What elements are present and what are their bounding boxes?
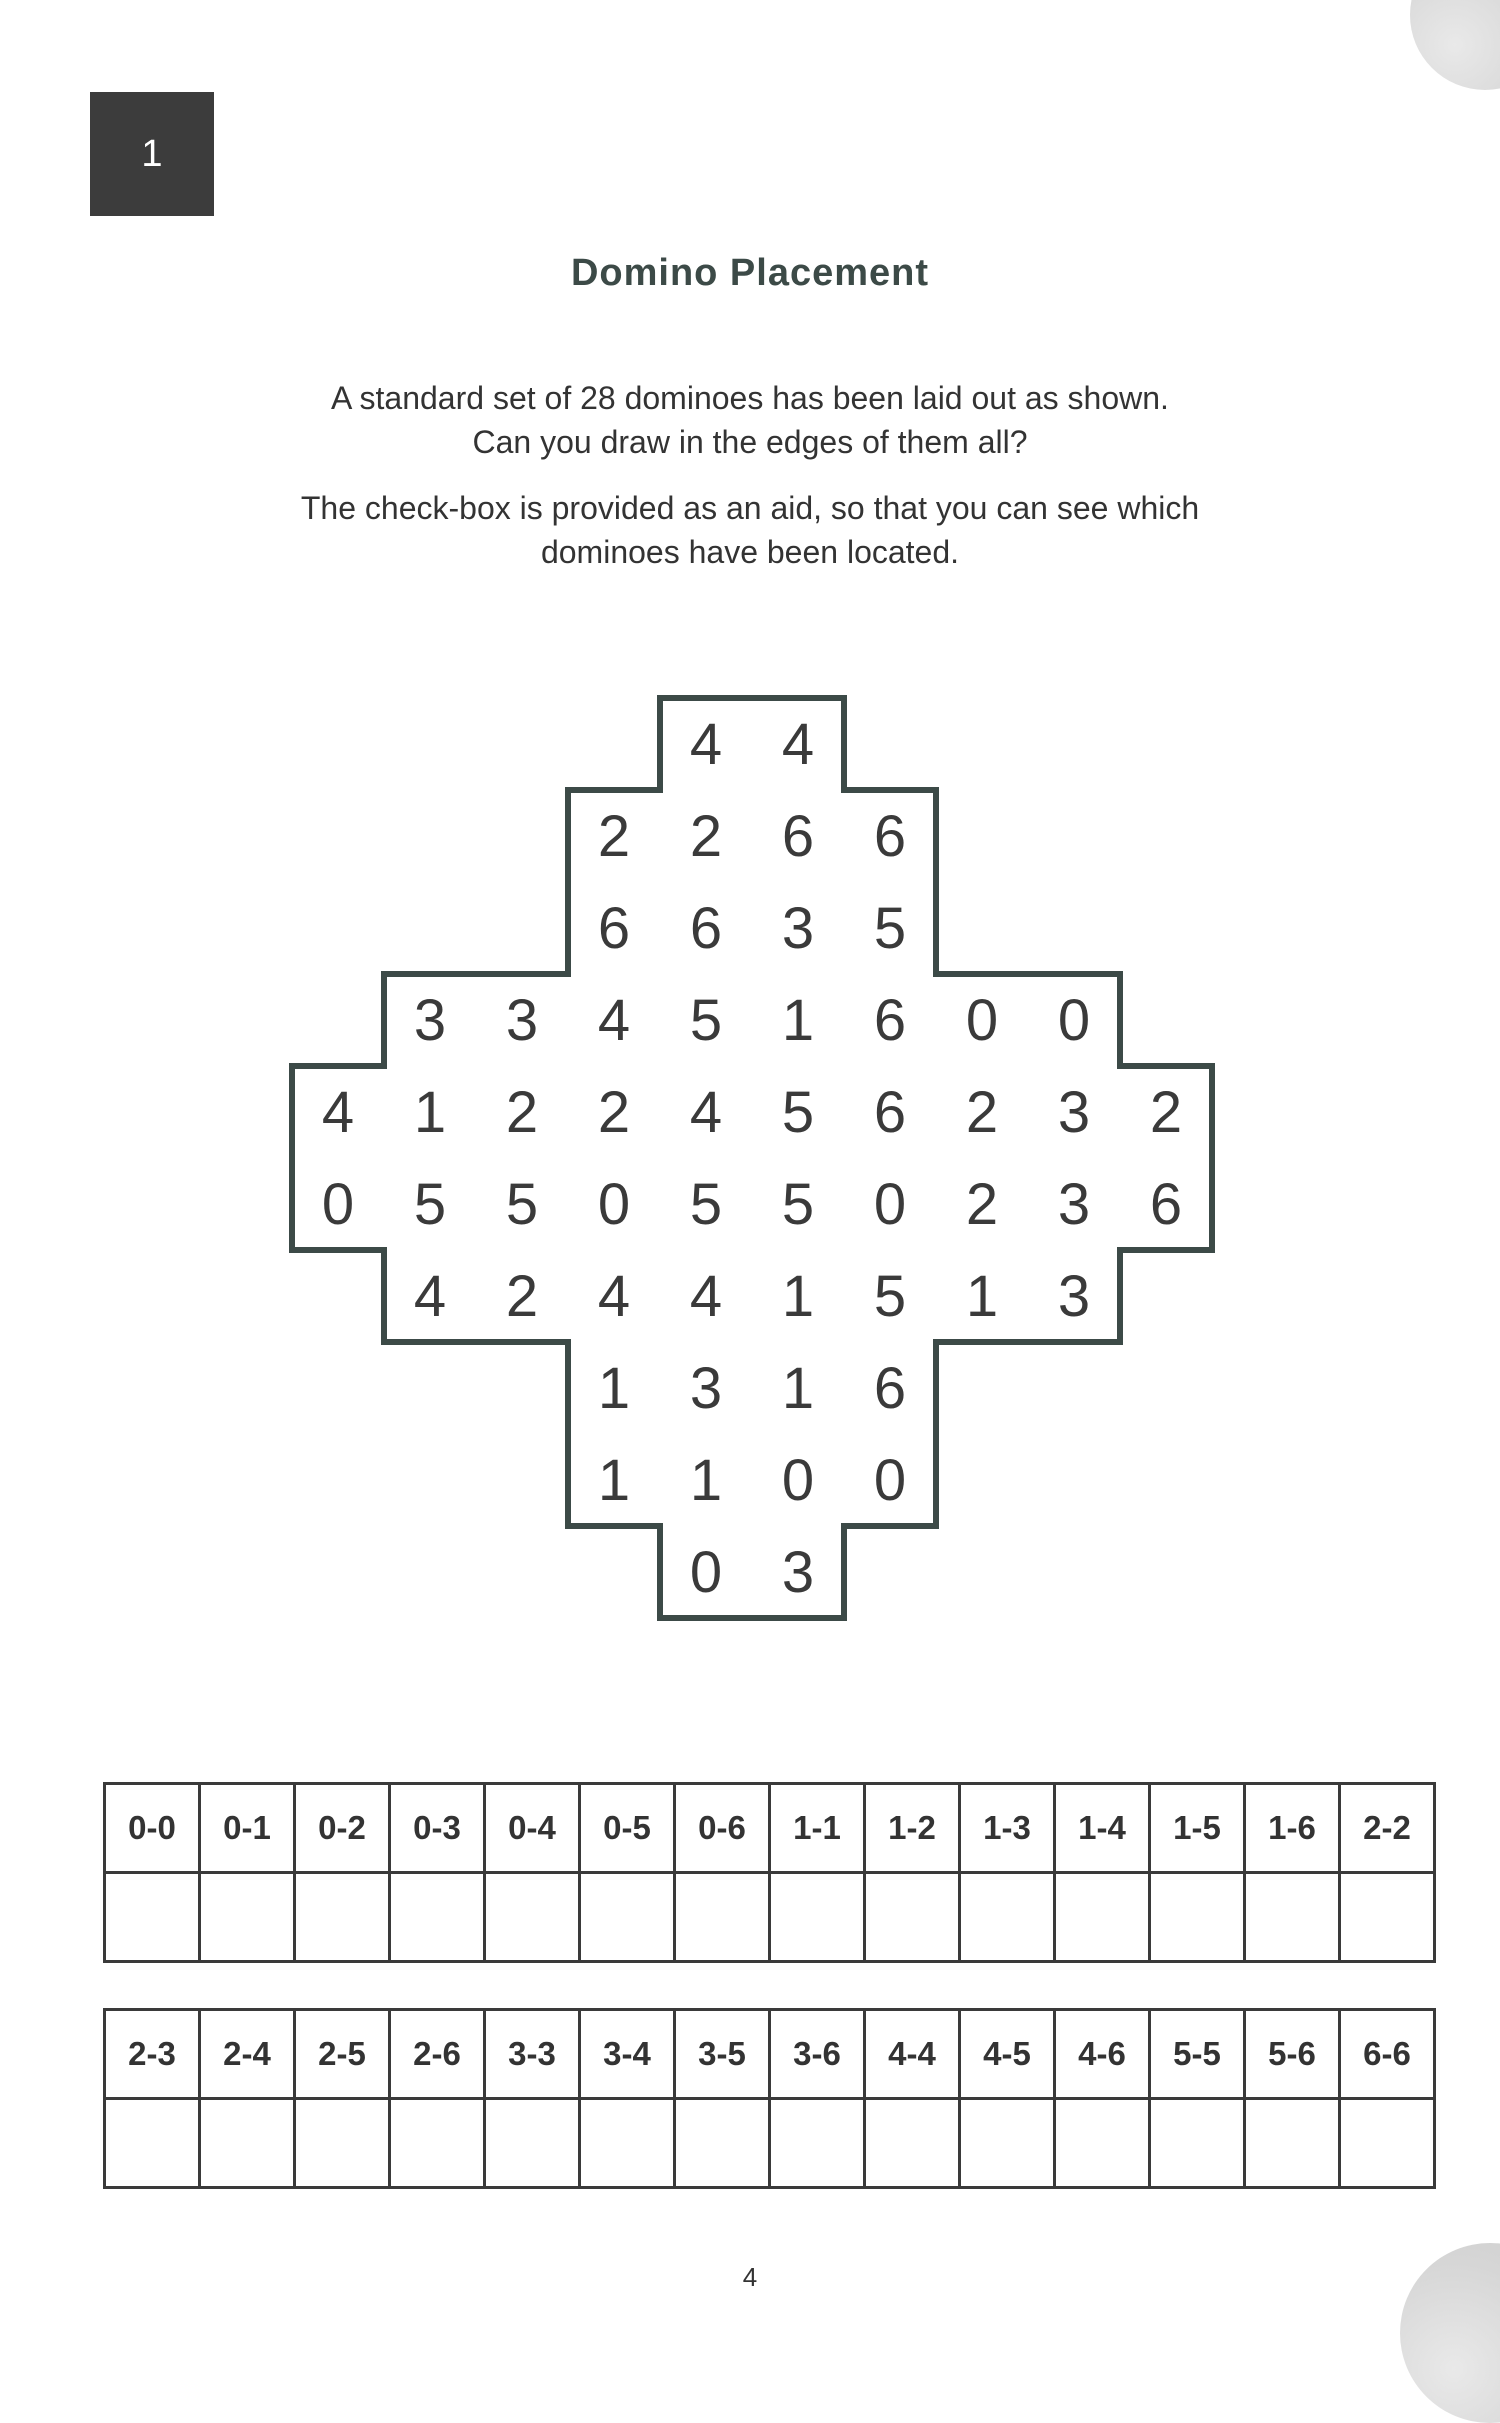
board-cell-value[interactable]: 0: [781, 1448, 815, 1513]
domino-label-4-6: 4-6: [1055, 2010, 1150, 2099]
domino-label-1-6: 1-6: [1245, 1784, 1340, 1873]
domino-label-4-5: 4-5: [960, 2010, 1055, 2099]
instruction-paragraph: The check-box is provided as an aid, so that you can see which dominoes have been located.: [300, 490, 1200, 570]
board-cell-value[interactable]: 1: [413, 1080, 447, 1145]
board-cell-value[interactable]: 4: [597, 988, 631, 1053]
page-number: 4: [742, 2262, 758, 2292]
board-cell-value[interactable]: 5: [505, 1172, 539, 1237]
board-cell-value[interactable]: 5: [781, 1172, 815, 1237]
domino-checkbox-4-4[interactable]: [865, 2099, 960, 2188]
domino-label-1-3: 1-3: [960, 1784, 1055, 1873]
domino-checkbox-0-1[interactable]: [200, 1873, 295, 1962]
board-cell-value[interactable]: 1: [689, 1448, 723, 1513]
board-cell-value[interactable]: 3: [413, 988, 447, 1053]
domino-checkbox-5-5[interactable]: [1150, 2099, 1245, 2188]
board-cell-value[interactable]: 1: [965, 1264, 999, 1329]
domino-label-1-1: 1-1: [770, 1784, 865, 1873]
board-cell-value[interactable]: 4: [597, 1264, 631, 1329]
domino-checkbox-2-3[interactable]: [105, 2099, 200, 2188]
board-cell-value[interactable]: 2: [965, 1172, 999, 1237]
board-cell-value[interactable]: 3: [781, 1540, 815, 1605]
board-cell-value[interactable]: 0: [965, 988, 999, 1053]
domino-checkbox-table-2: [103, 2008, 1436, 2189]
domino-label-5-5: 5-5: [1150, 2010, 1245, 2099]
checkbox-box-row: [105, 1873, 1435, 1962]
puzzle-number-badge: 1: [90, 92, 214, 216]
board-cell-value[interactable]: 3: [1057, 1080, 1091, 1145]
domino-label-0-5: 0-5: [580, 1784, 675, 1873]
board-cell-value[interactable]: 5: [689, 1172, 723, 1237]
board-cell-value[interactable]: 6: [873, 804, 907, 869]
domino-label-2-3: 2-3: [105, 2010, 200, 2099]
board-cell-value[interactable]: 3: [1057, 1172, 1091, 1237]
board-cell-value[interactable]: 3: [505, 988, 539, 1053]
instruction-paragraph: A standard set of 28 dominoes has been laid out as shown. Can you draw in the edges of them all?: [331, 380, 1169, 460]
board-cell-value[interactable]: 2: [689, 804, 723, 869]
checkbox-label-row: [105, 1784, 1435, 1873]
domino-checkbox-4-5[interactable]: [960, 2099, 1055, 2188]
page-title: Domino Placement: [570, 252, 930, 294]
domino-checkbox-1-3[interactable]: [960, 1873, 1055, 1962]
domino-label-5-6: 5-6: [1245, 2010, 1340, 2099]
board-cell-value[interactable]: 2: [597, 804, 631, 869]
board-cells: [322, 712, 1182, 1605]
domino-label-2-2: 2-2: [1340, 1784, 1435, 1873]
checkbox-box-row: [105, 2099, 1435, 2188]
board-cell-value[interactable]: 5: [873, 896, 907, 961]
board-cell-value[interactable]: 4: [321, 1080, 355, 1145]
domino-checkbox-2-4[interactable]: [200, 2099, 295, 2188]
domino-label-2-6: 2-6: [390, 2010, 485, 2099]
board-cell-value[interactable]: 4: [781, 712, 815, 777]
domino-checkbox-2-2[interactable]: [1340, 1873, 1435, 1962]
board-cell-value[interactable]: 5: [781, 1080, 815, 1145]
board-cell-value[interactable]: 5: [873, 1264, 907, 1329]
domino-label-0-4: 0-4: [485, 1784, 580, 1873]
domino-label-0-3: 0-3: [390, 1784, 485, 1873]
domino-label-4-4: 4-4: [865, 2010, 960, 2099]
domino-checkbox-2-5[interactable]: [295, 2099, 390, 2188]
domino-label-1-5: 1-5: [1150, 1784, 1245, 1873]
domino-checkbox-0-6[interactable]: [675, 1873, 770, 1962]
domino-checkbox-5-6[interactable]: [1245, 2099, 1340, 2188]
domino-checkbox-1-1[interactable]: [770, 1873, 865, 1962]
board-cell-value[interactable]: 4: [689, 712, 723, 777]
domino-checkbox-4-6[interactable]: [1055, 2099, 1150, 2188]
board-cell-value[interactable]: 2: [597, 1080, 631, 1145]
domino-checkbox-1-4[interactable]: [1055, 1873, 1150, 1962]
board-cell-value[interactable]: 2: [505, 1264, 539, 1329]
domino-checkbox-6-6[interactable]: [1340, 2099, 1435, 2188]
domino-checkbox-1-6[interactable]: [1245, 1873, 1340, 1962]
board-cell-value[interactable]: 0: [873, 1448, 907, 1513]
board-cell-value[interactable]: 1: [781, 1356, 815, 1421]
domino-checkbox-3-3[interactable]: [485, 2099, 580, 2188]
domino-label-1-4: 1-4: [1055, 1784, 1150, 1873]
board-cell-value[interactable]: 6: [873, 1080, 907, 1145]
board-cell-value[interactable]: 0: [597, 1172, 631, 1237]
domino-label-0-6: 0-6: [675, 1784, 770, 1873]
board-cell-value[interactable]: 1: [597, 1356, 631, 1421]
domino-checkbox-table-1: [103, 1782, 1436, 1963]
domino-label-3-5: 3-5: [675, 2010, 770, 2099]
domino-label-2-4: 2-4: [200, 2010, 295, 2099]
board-cell-value[interactable]: 6: [781, 804, 815, 869]
instructions: [300, 376, 1200, 596]
domino-label-0-1: 0-1: [200, 1784, 295, 1873]
board-cell-value[interactable]: 4: [689, 1264, 723, 1329]
domino-checkbox-0-4[interactable]: [485, 1873, 580, 1962]
board-cell-value[interactable]: 6: [597, 896, 631, 961]
domino-checkbox-0-3[interactable]: [390, 1873, 485, 1962]
board-cell-value[interactable]: 2: [505, 1080, 539, 1145]
board-cell-value[interactable]: 4: [689, 1080, 723, 1145]
domino-label-3-4: 3-4: [580, 2010, 675, 2099]
board-cell-value[interactable]: 0: [321, 1172, 355, 1237]
domino-checkbox-3-6[interactable]: [770, 2099, 865, 2188]
board-cell-value[interactable]: 6: [1149, 1172, 1183, 1237]
board-cell-value[interactable]: 6: [873, 1356, 907, 1421]
board-cell-value[interactable]: 0: [689, 1540, 723, 1605]
domino-checkbox-1-2[interactable]: [865, 1873, 960, 1962]
board-cell-value[interactable]: 5: [689, 988, 723, 1053]
board-cell-value[interactable]: 3: [781, 896, 815, 961]
board-cell-value[interactable]: 0: [1057, 988, 1091, 1053]
domino-label-6-6: 6-6: [1340, 2010, 1435, 2099]
domino-label-1-2: 1-2: [865, 1784, 960, 1873]
board-cell-value[interactable]: 6: [689, 896, 723, 961]
checkbox-label-row: [105, 2010, 1435, 2099]
board-cell-value[interactable]: 1: [597, 1448, 631, 1513]
board-cell-value[interactable]: 2: [1149, 1080, 1183, 1145]
board-cell-value[interactable]: 2: [965, 1080, 999, 1145]
board-cell-value[interactable]: 1: [781, 988, 815, 1053]
board-outline: [292, 698, 1212, 1618]
board-cell-value[interactable]: 3: [1057, 1264, 1091, 1329]
domino-checkbox-0-0[interactable]: [105, 1873, 200, 1962]
page-curl-top-right: [1410, 0, 1500, 90]
board-cell-value[interactable]: 0: [873, 1172, 907, 1237]
domino-checkbox-3-4[interactable]: [580, 2099, 675, 2188]
domino-checkbox-1-5[interactable]: [1150, 1873, 1245, 1962]
board-cell-value[interactable]: 5: [413, 1172, 447, 1237]
domino-label-0-0: 0-0: [105, 1784, 200, 1873]
domino-checkbox-2-6[interactable]: [390, 2099, 485, 2188]
board-cell-value[interactable]: 6: [873, 988, 907, 1053]
domino-checkbox-3-5[interactable]: [675, 2099, 770, 2188]
domino-label-0-2: 0-2: [295, 1784, 390, 1873]
domino-label-2-5: 2-5: [295, 2010, 390, 2099]
domino-checkbox-0-5[interactable]: [580, 1873, 675, 1962]
board-cell-value[interactable]: 4: [413, 1264, 447, 1329]
domino-checkbox-0-2[interactable]: [295, 1873, 390, 1962]
board-cell-value[interactable]: 1: [781, 1264, 815, 1329]
domino-label-3-6: 3-6: [770, 2010, 865, 2099]
domino-label-3-3: 3-3: [485, 2010, 580, 2099]
board-cell-value[interactable]: 3: [689, 1356, 723, 1421]
